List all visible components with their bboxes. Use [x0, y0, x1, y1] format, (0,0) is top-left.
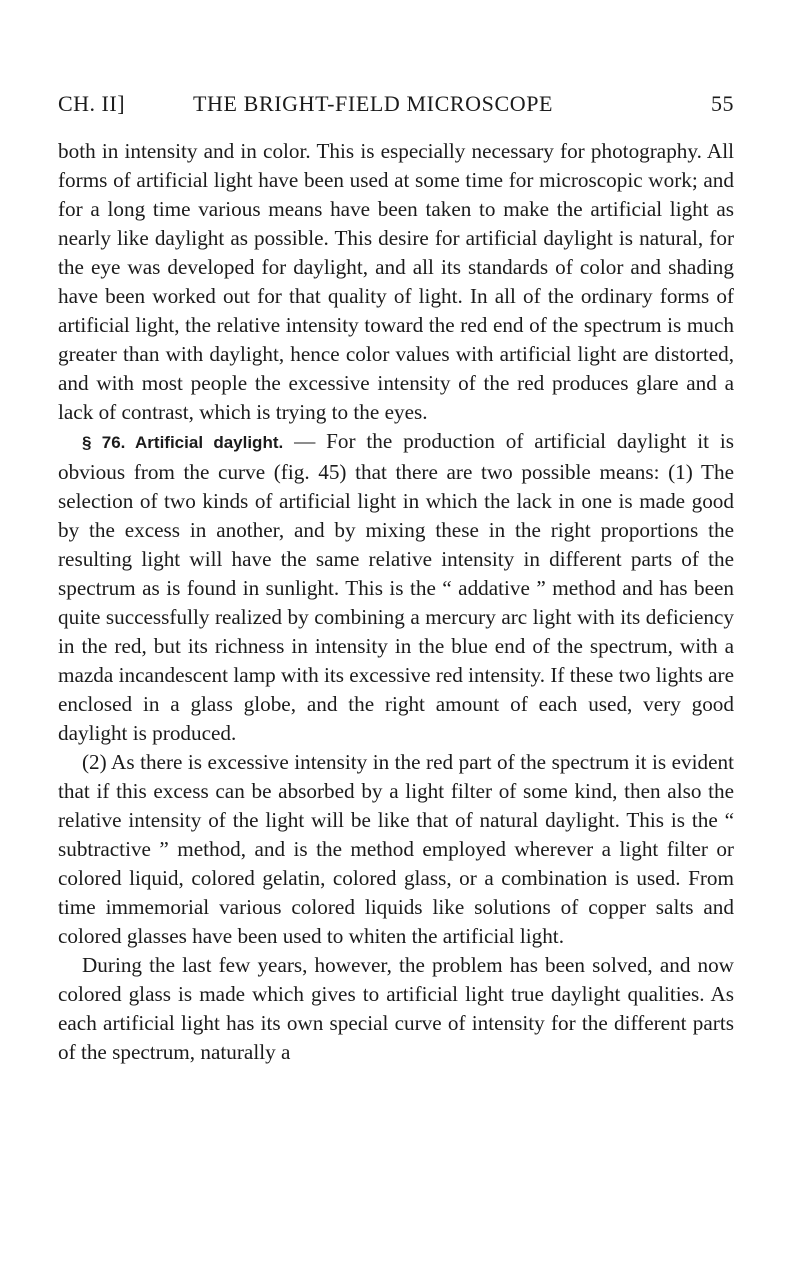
paragraph-2-text: — For the production of artificial daylight it is obvious from the curve (fig. 45) that there are two possible means: (1) The selection of two kinds of artificial light in which the lack in one is made good by the excess in another, and by mixing these in the right proportions the resulting light will have the same relative intensity in different parts of the spectrum as is found in sunlight. This is the “ addative ” method and has been quite successfully realized by combining a mercury arc light with its deficiency in the red, but its richness in intensity in the blue end of the spectrum, with a mazda incandescent lamp with its excessive red intensity. If these two lights are enclosed in a glass globe, and the right amount of each used, very good daylight is produced.: [58, 429, 734, 745]
paragraph-3: (2) As there is excessive intensity in the red part of the spectrum it is evident that if this excess can be absorbed by a light filter of some kind, then also the relative intensity of the light will be like that of natural daylight. This is the “ subtractive ” method, and is the method employed wherever a light filter or colored liquid, colored gelatin, colored glass, or a combination is used. From time immemorial various colored liquids like solutions of copper salts and colored glasses have been used to whiten the artificial light.: [58, 749, 734, 949]
running-title: THE BRIGHT-FIELD MICROSCOPE: [193, 91, 554, 116]
paragraph-4: During the last few years, however, the problem has been solved, and now colored glass is made which gives to artificial light true daylight qualities. As each artificial light has its own special curve of intensity for the different parts of the spectrum, naturally a: [58, 953, 734, 1065]
page-number: 55: [711, 91, 734, 116]
paragraph-2: [58, 427, 734, 748]
paragraph-1: both in intensity and in color. This is especially necessary for photography. All forms of artificial light have been used at some time for microscopic work; and for a long time various means have been taken to make the artificial light as nearly like daylight as possible. This desire for artificial daylight is natural, for the eye was developed for daylight, and all its standards of color and shading have been worked out for that quality of light. In all of the ordinary forms of artificial light, the relative intensity toward the red end of the spectrum is much greater than with daylight, hence color values with artificial light are distorted, and with most people the excessive intensity of the red produces glare and a lack of contrast, which is trying to the eyes.: [58, 139, 734, 425]
body-text: [58, 137, 734, 1068]
chapter-label: CH. II]: [58, 91, 126, 116]
running-header: [58, 91, 734, 125]
section-heading: § 76. Artificial daylight.: [82, 433, 284, 453]
